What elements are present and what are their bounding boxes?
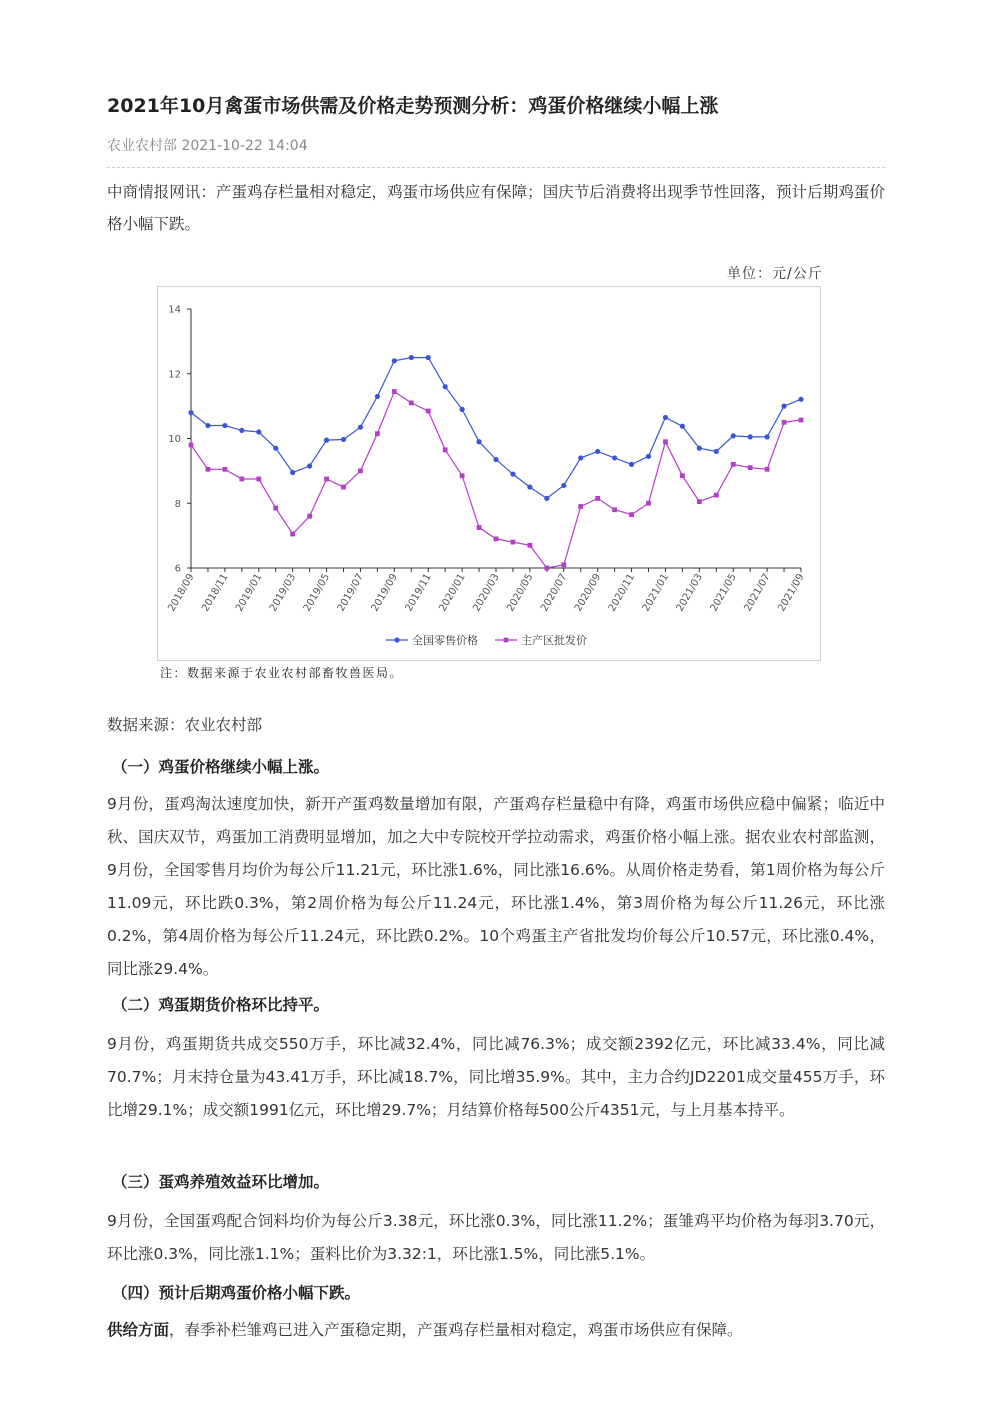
data-point-wholesale (494, 536, 499, 541)
data-point-wholesale (375, 431, 380, 436)
data-point-retail (426, 355, 431, 360)
section-heading-1: （一）鸡蛋价格继续小幅上涨。 (112, 758, 330, 776)
x-tick-label: 2018/11 (200, 572, 231, 614)
data-point-wholesale (239, 477, 244, 482)
data-point-retail (205, 423, 210, 428)
series-line-1 (191, 358, 801, 499)
data-point-retail (358, 425, 363, 430)
data-point-wholesale (629, 512, 634, 517)
section-body-4-text: ，春季补栏雏鸡已进入产蛋稳定期，产蛋鸡存栏量相对稳定，鸡蛋市场供应有保障。 (169, 1321, 743, 1339)
x-tick-label: 2020/11 (606, 572, 638, 614)
x-tick-label: 2019/09 (369, 572, 400, 614)
data-point-wholesale (782, 420, 787, 425)
article-title: 2021年10月禽蛋市场供需及价格走势预测分析：鸡蛋价格继续小幅上涨 (107, 95, 719, 117)
x-tick-label: 2019/03 (267, 572, 299, 614)
data-point-wholesale (443, 447, 448, 452)
data-point-wholesale (578, 504, 583, 509)
x-tick-label: 2021/05 (708, 572, 739, 614)
x-tick-label: 2020/07 (539, 572, 570, 614)
data-point-retail (697, 446, 702, 451)
data-point-retail (239, 428, 244, 433)
x-tick-label: 2021/03 (674, 572, 705, 614)
section-body-1: 9月份，蛋鸡淘汰速度加快，新开产蛋鸡数量增加有限，产蛋鸡存栏量稳中有降，鸡蛋市场供应稳中偏紧；临近中秋、国庆双节，鸡蛋加工消费明显增加，加之大中专院校开学拉动需求，鸡蛋价格小幅上涨。据农业农村部监测，9月份，全国零售月均价为每公斤11.21元，环比涨1.6%，同比涨16.6%。从周价格走势看，第1周价格为每公斤11.09元，环比跌0.3%，第2周价格为每公斤11.24元，环比涨1.4%，第3周价格为每公斤11.26元，环比涨0.2%，第4周价格为每公斤11.24元，环比跌0.2%。10个鸡蛋主产省批发均价每公斤10.57元，环比涨0.4%，同比涨29.4%。 (107, 795, 885, 978)
data-point-wholesale (511, 540, 516, 545)
data-point-wholesale (612, 507, 617, 512)
x-tick-label: 2019/05 (301, 572, 333, 614)
section-body-2: 9月份，鸡蛋期货共成交550万手，环比减32.4%，同比减76.3%；成交额2392亿元，环比减33.4%，同比减70.7%；月末持仓量为43.41万手，环比减18.7%，同比增35.9%。其中，主力合约JD2201成交量455万手，环比增29.1%；成交额1991亿元，环比增29.7%；月结算价格每500公斤4351元，与上月基本持平。 (107, 1035, 885, 1119)
data-point-retail (375, 394, 380, 399)
data-point-wholesale (273, 506, 278, 511)
data-point-retail (527, 484, 532, 489)
data-point-wholesale (206, 467, 211, 472)
data-point-retail (443, 384, 448, 389)
data-point-wholesale (426, 409, 431, 414)
data-point-wholesale (290, 532, 295, 537)
data-point-wholesale (307, 514, 312, 519)
lead-paragraph: 中商情报网讯：产蛋鸡存栏量相对稳定，鸡蛋市场供应有保障；国庆节后消费将出现季节性回落，预计后期鸡蛋价格小幅下跌。 (107, 183, 885, 233)
data-point-wholesale (765, 467, 770, 472)
data-point-retail (341, 437, 346, 442)
data-point-wholesale (392, 389, 397, 394)
data-point-wholesale (731, 462, 736, 467)
data-point-retail (290, 470, 295, 475)
data-point-retail (629, 462, 634, 467)
data-point-wholesale (595, 496, 600, 501)
section-heading-3: （三）蛋鸡养殖效益环比增加。 (112, 1173, 330, 1191)
y-tick-label: 10 (168, 434, 181, 445)
x-tick-label: 2019/11 (403, 572, 434, 614)
data-point-retail (273, 446, 278, 451)
data-point-retail (256, 429, 261, 434)
x-tick-label: 2021/01 (640, 572, 672, 614)
legend-marker (504, 638, 509, 643)
data-point-retail (544, 496, 549, 501)
data-point-retail (798, 397, 803, 402)
data-point-retail (392, 358, 397, 363)
data-point-wholesale (477, 525, 482, 530)
data-point-retail (578, 455, 583, 460)
data-point-retail (188, 410, 193, 415)
data-point-retail (561, 483, 566, 488)
data-point-retail (460, 407, 465, 412)
x-tick-label: 2020/03 (471, 572, 502, 614)
section-body-4 (107, 1314, 885, 1347)
data-point-retail (324, 438, 329, 443)
data-point-wholesale (663, 439, 668, 444)
data-point-wholesale (256, 477, 261, 482)
data-point-retail (646, 454, 651, 459)
x-tick-label: 2019/01 (234, 572, 265, 614)
data-point-retail (307, 463, 312, 468)
y-tick-label: 6 (174, 563, 181, 575)
data-point-wholesale (527, 543, 532, 548)
data-point-wholesale (799, 418, 804, 423)
data-point-retail (680, 424, 685, 429)
section-heading-4: （四）预计后期鸡蛋价格小幅下跌。 (112, 1284, 361, 1302)
data-point-wholesale (680, 473, 685, 478)
data-point-wholesale (409, 400, 414, 405)
data-point-retail (612, 455, 617, 460)
chart-note: 注：数据来源于农业农村部畜牧兽医局。 (160, 666, 404, 680)
y-tick-label: 12 (168, 369, 181, 381)
data-point-retail (781, 404, 786, 409)
section-body-4-lead: 供给方面 (107, 1321, 170, 1339)
data-point-retail (409, 355, 414, 360)
data-point-wholesale (341, 485, 346, 490)
section-heading-2: （二）鸡蛋期货价格环比持平。 (112, 996, 330, 1014)
section-body-3: 9月份，全国蛋鸡配合饲料均价为每公斤3.38元，环比涨0.3%，同比涨11.2%；蛋雏鸡平均价格为每羽3.70元，环比涨0.3%，同比涨1.1%；蛋料比价为3.32:1，环比涨1.5%，同比涨5.1%。 (107, 1212, 885, 1263)
data-point-retail (663, 415, 668, 420)
title-divider (107, 167, 885, 168)
data-point-wholesale (544, 566, 549, 571)
data-point-retail (476, 439, 481, 444)
data-point-retail (595, 449, 600, 454)
y-tick-label: 14 (168, 304, 181, 316)
data-point-retail (714, 449, 719, 454)
data-point-retail (731, 433, 736, 438)
data-point-wholesale (748, 465, 753, 470)
data-point-retail (222, 423, 227, 428)
data-point-retail (748, 434, 753, 439)
article-meta: 农业农村部 2021-10-22 14:04 (107, 138, 308, 154)
x-tick-label: 2019/07 (335, 572, 367, 614)
data-point-retail (510, 472, 515, 477)
data-point-wholesale (222, 467, 227, 472)
data-point-wholesale (189, 443, 194, 448)
data-point-wholesale (324, 477, 329, 482)
legend-marker (394, 637, 399, 642)
legend-label: 全国零售价格 (412, 634, 478, 647)
x-tick-label: 2021/09 (776, 572, 807, 614)
x-tick-label: 2020/05 (505, 572, 536, 614)
x-tick-label: 2021/07 (742, 572, 773, 614)
data-point-wholesale (358, 468, 363, 473)
data-point-wholesale (714, 493, 719, 498)
data-point-retail (765, 434, 770, 439)
x-tick-label: 2018/09 (166, 572, 197, 614)
legend-label: 主产区批发价 (521, 634, 587, 647)
y-tick-label: 8 (174, 498, 181, 510)
series-line-2 (191, 392, 801, 568)
x-tick-label: 2020/01 (437, 572, 468, 614)
chart-canvas (158, 287, 820, 660)
data-point-wholesale (460, 473, 465, 478)
x-tick-label: 2020/09 (572, 572, 604, 614)
data-source: 数据来源：农业农村部 (107, 716, 263, 734)
data-point-wholesale (646, 501, 651, 506)
data-point-retail (493, 457, 498, 462)
chart-unit-label: 单位：元/公斤 (727, 266, 823, 282)
egg-price-chart (157, 286, 821, 661)
data-point-wholesale (561, 562, 566, 567)
data-point-wholesale (697, 499, 702, 504)
